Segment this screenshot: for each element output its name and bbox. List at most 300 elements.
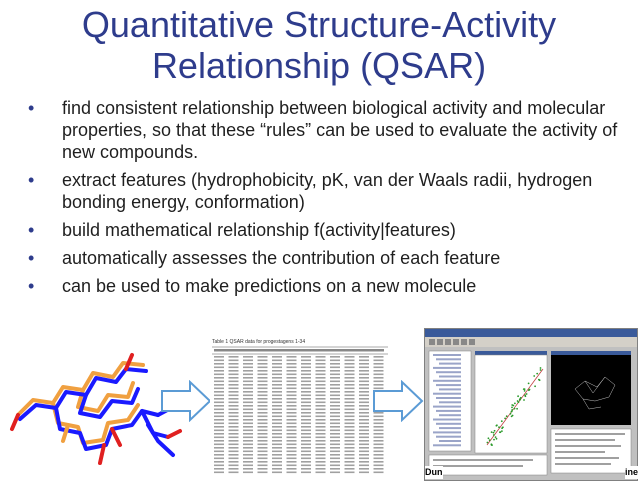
table-cell-mark bbox=[359, 367, 369, 369]
table-cell-mark bbox=[374, 447, 384, 449]
right-arrow-icon bbox=[160, 380, 212, 422]
scatter-point bbox=[488, 437, 490, 439]
table-cell-mark bbox=[229, 447, 239, 449]
table-cell-mark bbox=[374, 472, 384, 474]
table-cell-mark bbox=[243, 458, 253, 460]
table-cell-mark bbox=[316, 363, 326, 365]
table-cell-mark bbox=[243, 454, 253, 456]
scatter-point bbox=[493, 434, 495, 436]
scatter-point bbox=[511, 411, 513, 413]
table-cell-mark bbox=[374, 430, 384, 432]
scatter-point bbox=[489, 439, 491, 441]
table-cell-mark bbox=[330, 356, 340, 358]
table-cell-mark bbox=[359, 451, 369, 453]
bullet-text: can be used to make predictions on a new molecule bbox=[62, 276, 477, 296]
scatter-point bbox=[496, 425, 498, 427]
table-cell-mark bbox=[345, 402, 355, 404]
table-cell-mark bbox=[287, 384, 297, 386]
table-cell-mark bbox=[345, 454, 355, 456]
table-cell-mark bbox=[258, 423, 268, 425]
table-cell-mark bbox=[345, 472, 355, 474]
table-cell-mark bbox=[214, 430, 224, 432]
scatter-point bbox=[493, 439, 495, 441]
table-cell-mark bbox=[345, 458, 355, 460]
table-cell-mark bbox=[374, 440, 384, 442]
table-cell-mark bbox=[316, 381, 326, 383]
table-cell-mark bbox=[316, 426, 326, 428]
table-cell-mark bbox=[359, 458, 369, 460]
table-cell-mark bbox=[359, 433, 369, 435]
table-cell-mark bbox=[301, 370, 311, 372]
table-cell-mark bbox=[316, 458, 326, 460]
scatter-point bbox=[514, 408, 516, 410]
table-cell-mark bbox=[243, 374, 253, 376]
table-cell-mark bbox=[345, 423, 355, 425]
table-cell-mark bbox=[243, 468, 253, 470]
table-cell-mark bbox=[374, 468, 384, 470]
tree-row-mark bbox=[433, 419, 461, 421]
table-cell-mark bbox=[287, 423, 297, 425]
bullet-item bbox=[26, 247, 626, 269]
tree-row-mark bbox=[433, 406, 461, 408]
table-cell-mark bbox=[229, 363, 239, 365]
table-cell-mark bbox=[316, 472, 326, 474]
tree-row-mark bbox=[436, 410, 461, 412]
table-cell-mark bbox=[301, 440, 311, 442]
table-cell-mark bbox=[243, 426, 253, 428]
bullet-list bbox=[26, 97, 626, 303]
table-cell-mark bbox=[243, 465, 253, 467]
table-cell-mark bbox=[287, 426, 297, 428]
table-cell-mark bbox=[229, 433, 239, 435]
table-cell-mark bbox=[345, 461, 355, 463]
table-cell-mark bbox=[374, 423, 384, 425]
table-cell-mark bbox=[272, 384, 282, 386]
scatter-point bbox=[511, 409, 513, 411]
table-cell-mark bbox=[229, 409, 239, 411]
table-cell-mark bbox=[316, 412, 326, 414]
table-cell-mark bbox=[243, 370, 253, 372]
table-cell-mark bbox=[345, 367, 355, 369]
table-cell-mark bbox=[229, 388, 239, 390]
table-cell-mark bbox=[287, 447, 297, 449]
table-cell-mark bbox=[214, 412, 224, 414]
table-cell-mark bbox=[345, 433, 355, 435]
table-cell-mark bbox=[345, 451, 355, 453]
table-cell-mark bbox=[214, 458, 224, 460]
table-cell-mark bbox=[272, 381, 282, 383]
tree-row-mark bbox=[439, 427, 461, 429]
table-cell-mark bbox=[272, 468, 282, 470]
table-cell-mark bbox=[330, 440, 340, 442]
table-cell-mark bbox=[272, 416, 282, 418]
table-cell-mark bbox=[330, 388, 340, 390]
table-cell-mark bbox=[243, 416, 253, 418]
table-cell-mark bbox=[359, 377, 369, 379]
table-cell-mark bbox=[374, 374, 384, 376]
slide-title-line-2: Relationship (QSAR) bbox=[151, 45, 487, 86]
table-cell-mark bbox=[229, 440, 239, 442]
scatter-point bbox=[523, 399, 525, 401]
table-cell-mark bbox=[301, 447, 311, 449]
table-cell-mark bbox=[229, 437, 239, 439]
table-cell-mark bbox=[345, 377, 355, 379]
table-cell-mark bbox=[272, 363, 282, 365]
table-cell-mark bbox=[229, 356, 239, 358]
table-cell-mark bbox=[272, 472, 282, 474]
table-cell-mark bbox=[243, 360, 253, 362]
table-cell-mark bbox=[316, 447, 326, 449]
table-cell-mark bbox=[330, 377, 340, 379]
table-cell-mark bbox=[258, 374, 268, 376]
table-cell-mark bbox=[258, 395, 268, 397]
scatter-point bbox=[524, 388, 526, 390]
table-cell-mark bbox=[243, 430, 253, 432]
software-window-graphic bbox=[425, 329, 637, 480]
table-cell-mark bbox=[272, 437, 282, 439]
table-cell-mark bbox=[374, 360, 384, 362]
table-cell-mark bbox=[272, 426, 282, 428]
table-cell-mark bbox=[301, 472, 311, 474]
tree-row-mark bbox=[433, 367, 461, 369]
table-cell-mark bbox=[243, 405, 253, 407]
table-cell-mark bbox=[330, 412, 340, 414]
table-cell-mark bbox=[287, 433, 297, 435]
table-cell-mark bbox=[345, 426, 355, 428]
table-cell-mark bbox=[316, 423, 326, 425]
table-cell-mark bbox=[243, 381, 253, 383]
table-cell-mark bbox=[214, 374, 224, 376]
table-cell-mark bbox=[301, 409, 311, 411]
table-cell-mark bbox=[287, 381, 297, 383]
table-cell-mark bbox=[287, 391, 297, 393]
table-cell-mark bbox=[316, 416, 326, 418]
table-cell-mark bbox=[243, 367, 253, 369]
table-cell-mark bbox=[345, 374, 355, 376]
table-cell-mark bbox=[214, 465, 224, 467]
table-cell-mark bbox=[316, 384, 326, 386]
table-cell-mark bbox=[272, 419, 282, 421]
table-cell-mark bbox=[243, 391, 253, 393]
table-cell-mark bbox=[287, 454, 297, 456]
table-cell-mark bbox=[359, 444, 369, 446]
table-cell-mark bbox=[374, 367, 384, 369]
table-cell-mark bbox=[316, 370, 326, 372]
table-cell-mark bbox=[301, 419, 311, 421]
table-cell-mark bbox=[272, 451, 282, 453]
table-cell-mark bbox=[287, 377, 297, 379]
table-cell-mark bbox=[301, 377, 311, 379]
table-cell-mark bbox=[258, 430, 268, 432]
bullet-text: build mathematical relationship f(activity|features) bbox=[62, 220, 456, 240]
table-cell-mark bbox=[330, 458, 340, 460]
table-cell-mark bbox=[287, 360, 297, 362]
table-cell-mark bbox=[229, 444, 239, 446]
table-cell-mark bbox=[301, 454, 311, 456]
table-cell-mark bbox=[345, 391, 355, 393]
table-cell-mark bbox=[229, 419, 239, 421]
table-cell-mark bbox=[330, 423, 340, 425]
table-cell-mark bbox=[345, 398, 355, 400]
table-cell-mark bbox=[359, 447, 369, 449]
table-cell-mark bbox=[316, 440, 326, 442]
table-cell-mark bbox=[301, 444, 311, 446]
table-cell-mark bbox=[258, 458, 268, 460]
table-cell-mark bbox=[229, 360, 239, 362]
table-cell-mark bbox=[243, 402, 253, 404]
table-cell-mark bbox=[345, 395, 355, 397]
tree-row-mark bbox=[439, 376, 461, 378]
table-cell-mark bbox=[316, 391, 326, 393]
table-cell-mark bbox=[258, 363, 268, 365]
table-cell-mark bbox=[258, 360, 268, 362]
table-cell-mark bbox=[229, 468, 239, 470]
table-cell-mark bbox=[345, 412, 355, 414]
tree-row-mark bbox=[433, 354, 461, 356]
table-cell-mark bbox=[287, 367, 297, 369]
table-cell-mark bbox=[330, 419, 340, 421]
table-cell-mark bbox=[229, 412, 239, 414]
table-cell-mark bbox=[287, 451, 297, 453]
scatter-point bbox=[494, 430, 496, 432]
table-cell-mark bbox=[359, 391, 369, 393]
table-cell-mark bbox=[229, 430, 239, 432]
table-cell-mark bbox=[258, 444, 268, 446]
table-cell-mark bbox=[243, 409, 253, 411]
table-cell-mark bbox=[258, 391, 268, 393]
table-cell-mark bbox=[301, 384, 311, 386]
table-cell-mark bbox=[229, 377, 239, 379]
table-cell-mark bbox=[359, 454, 369, 456]
table-cell-mark bbox=[301, 367, 311, 369]
table-cell-mark bbox=[287, 356, 297, 358]
table-cell-mark bbox=[345, 419, 355, 421]
table-cell-mark bbox=[258, 405, 268, 407]
scatter-point bbox=[499, 431, 501, 433]
table-cell-mark bbox=[316, 461, 326, 463]
tree-row-mark bbox=[433, 444, 461, 446]
table-cell-mark bbox=[258, 472, 268, 474]
bullet-icon: • bbox=[28, 170, 35, 190]
table-cell-mark bbox=[229, 391, 239, 393]
qsar-data-table-image bbox=[210, 338, 390, 479]
bullet-text: find consistent relationship between biological activity and molecular properties, so that these “rules” can be used to evaluate the activity of new compounds. bbox=[62, 98, 618, 162]
table-cell-mark bbox=[229, 405, 239, 407]
table-cell-mark bbox=[229, 454, 239, 456]
table-cell-mark bbox=[330, 363, 340, 365]
table-cell-mark bbox=[229, 402, 239, 404]
table-cell-mark bbox=[345, 409, 355, 411]
table-cell-mark bbox=[359, 465, 369, 467]
table-cell-mark bbox=[330, 367, 340, 369]
table-cell-mark bbox=[258, 437, 268, 439]
table-cell-mark bbox=[374, 444, 384, 446]
table-cell-mark bbox=[243, 395, 253, 397]
table-cell-mark bbox=[359, 461, 369, 463]
scatter-point bbox=[491, 444, 493, 446]
table-cell-mark bbox=[214, 416, 224, 418]
table-cell-mark bbox=[345, 465, 355, 467]
table-cell-mark bbox=[258, 426, 268, 428]
table-cell-mark bbox=[214, 447, 224, 449]
table-cell-mark bbox=[258, 367, 268, 369]
scatter-point bbox=[526, 393, 528, 395]
table-cell-mark bbox=[272, 465, 282, 467]
table-cell-mark bbox=[359, 388, 369, 390]
table-cell-mark bbox=[330, 461, 340, 463]
table-cell-mark bbox=[272, 405, 282, 407]
table-cell-mark bbox=[359, 416, 369, 418]
bullet-text: automatically assesses the contribution of each feature bbox=[62, 248, 501, 268]
table-cell-mark bbox=[243, 419, 253, 421]
table-cell-mark bbox=[359, 437, 369, 439]
table-cell-mark bbox=[359, 405, 369, 407]
table-cell-mark bbox=[330, 454, 340, 456]
table-cell-mark bbox=[359, 468, 369, 470]
table-cell-mark bbox=[258, 465, 268, 467]
table-cell-mark bbox=[214, 388, 224, 390]
table-cell-mark bbox=[301, 381, 311, 383]
table-cell-mark bbox=[243, 398, 253, 400]
scatter-point bbox=[506, 415, 508, 417]
table-cell-mark bbox=[214, 423, 224, 425]
table-cell-mark bbox=[330, 395, 340, 397]
table-cell-mark bbox=[214, 440, 224, 442]
table-cell-mark bbox=[258, 416, 268, 418]
scatter-point bbox=[517, 400, 519, 402]
table-cell-mark bbox=[214, 360, 224, 362]
scatter-point bbox=[533, 375, 535, 377]
table-cell-mark bbox=[272, 447, 282, 449]
table-cell-mark bbox=[345, 416, 355, 418]
table-cell-mark bbox=[374, 451, 384, 453]
table-cell-mark bbox=[316, 398, 326, 400]
table-cell-mark bbox=[287, 444, 297, 446]
table-cell-mark bbox=[287, 374, 297, 376]
table-cell-mark bbox=[345, 447, 355, 449]
table-title: Table 1 QSAR data for progestagens 1-34 bbox=[212, 339, 306, 345]
scatter-point bbox=[528, 389, 530, 391]
tree-row-mark bbox=[436, 371, 461, 373]
table-cell-mark bbox=[301, 416, 311, 418]
scatter-point bbox=[540, 369, 542, 371]
table-cell-mark bbox=[316, 451, 326, 453]
table-cell-mark bbox=[359, 370, 369, 372]
table-cell-mark bbox=[301, 451, 311, 453]
bullet-text: extract features (hydrophobicity, pK, van der Waals radii, hydrogen bonding energy, conformation) bbox=[62, 170, 593, 212]
table-cell-mark bbox=[229, 374, 239, 376]
table-cell-mark bbox=[359, 356, 369, 358]
table-cell-mark bbox=[258, 412, 268, 414]
table-cell-mark bbox=[229, 426, 239, 428]
table-cell-mark bbox=[316, 402, 326, 404]
scatter-point bbox=[511, 404, 513, 406]
table-cell-mark bbox=[243, 356, 253, 358]
table-cell-mark bbox=[301, 458, 311, 460]
table-cell-mark bbox=[345, 381, 355, 383]
table-cell-mark bbox=[316, 374, 326, 376]
table-cell-mark bbox=[301, 405, 311, 407]
software-screenshot-image bbox=[424, 328, 638, 481]
table-cell-mark bbox=[316, 395, 326, 397]
table-cell-mark bbox=[359, 381, 369, 383]
table-cell-mark bbox=[272, 395, 282, 397]
table-cell-mark bbox=[287, 437, 297, 439]
scatter-point bbox=[512, 415, 514, 417]
table-cell-mark bbox=[214, 419, 224, 421]
table-cell-mark bbox=[229, 370, 239, 372]
tree-row-mark bbox=[433, 393, 461, 395]
table-cell-mark bbox=[301, 412, 311, 414]
table-cell-mark bbox=[359, 409, 369, 411]
table-cell-mark bbox=[374, 356, 384, 358]
table-cell-mark bbox=[272, 374, 282, 376]
table-cell-mark bbox=[330, 472, 340, 474]
table-cell-mark bbox=[287, 395, 297, 397]
table-cell-mark bbox=[214, 391, 224, 393]
table-cell-mark bbox=[316, 433, 326, 435]
table-cell-mark bbox=[243, 388, 253, 390]
tree-row-mark bbox=[439, 388, 461, 390]
table-cell-mark bbox=[229, 461, 239, 463]
table-cell-mark bbox=[258, 447, 268, 449]
table-cell-mark bbox=[301, 426, 311, 428]
scatter-point bbox=[540, 367, 542, 369]
table-cell-mark bbox=[301, 391, 311, 393]
scatter-point bbox=[517, 395, 519, 397]
table-cell-mark bbox=[243, 440, 253, 442]
scatter-point bbox=[501, 420, 503, 422]
table-cell-mark bbox=[301, 363, 311, 365]
scatter-point bbox=[528, 383, 530, 385]
table-cell-mark bbox=[243, 423, 253, 425]
caption-left-fragment: Dun bbox=[425, 467, 443, 477]
table-cell-mark bbox=[243, 384, 253, 386]
table-cell-mark bbox=[345, 363, 355, 365]
table-cell-mark bbox=[214, 367, 224, 369]
table-cell-mark bbox=[330, 426, 340, 428]
table-cell-mark bbox=[374, 363, 384, 365]
table-cell-mark bbox=[214, 451, 224, 453]
table-cell-mark bbox=[229, 398, 239, 400]
table-cell-mark bbox=[330, 384, 340, 386]
table-cell-mark bbox=[287, 419, 297, 421]
table-cell-mark bbox=[345, 356, 355, 358]
table-cell-mark bbox=[359, 395, 369, 397]
table-cell-mark bbox=[214, 405, 224, 407]
table-cell-mark bbox=[345, 430, 355, 432]
table-cell-mark bbox=[287, 405, 297, 407]
table-cell-mark bbox=[330, 374, 340, 376]
tree-row-mark bbox=[436, 436, 461, 438]
tree-row-mark bbox=[433, 431, 461, 433]
table-cell-mark bbox=[301, 356, 311, 358]
table-cell-mark bbox=[258, 384, 268, 386]
scatter-point bbox=[516, 408, 518, 410]
table-cell-mark bbox=[243, 377, 253, 379]
table-cell-mark bbox=[316, 465, 326, 467]
table-cell-mark bbox=[272, 458, 282, 460]
scatter-point bbox=[491, 431, 493, 433]
table-cell-mark bbox=[229, 381, 239, 383]
table-cell-mark bbox=[359, 360, 369, 362]
table-cell-mark bbox=[374, 465, 384, 467]
table-cell-mark bbox=[330, 360, 340, 362]
table-cell-mark bbox=[374, 433, 384, 435]
table-cell-mark bbox=[229, 384, 239, 386]
table-cell-mark bbox=[359, 402, 369, 404]
table-cell-mark bbox=[330, 430, 340, 432]
